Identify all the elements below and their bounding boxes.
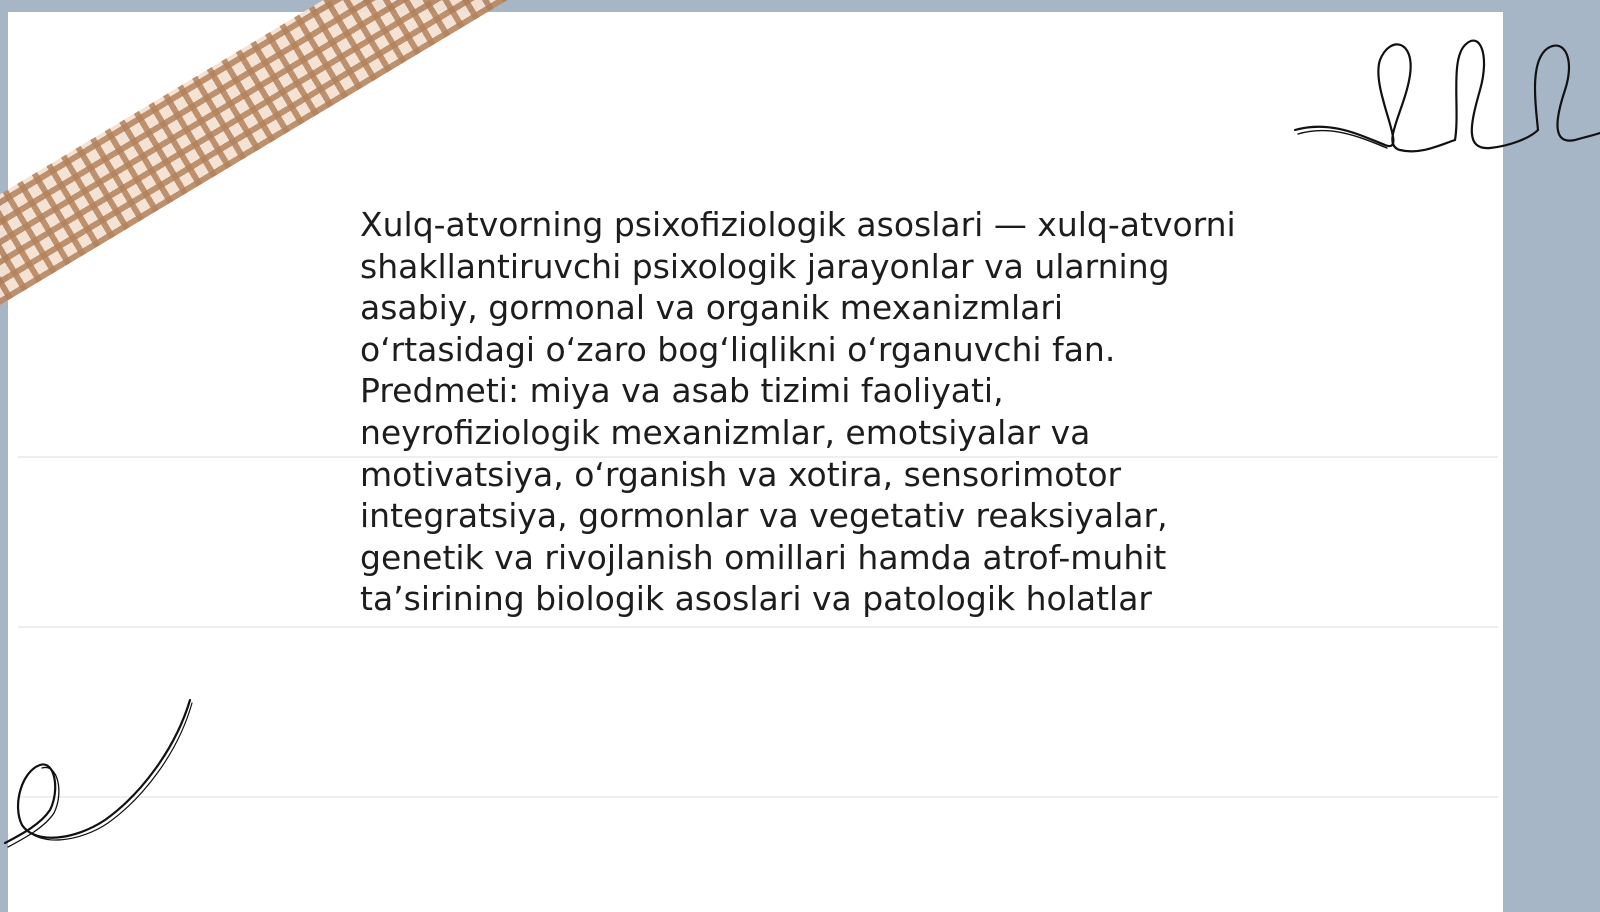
body-text: Xulq-atvorning psixofiziologik asoslari — xulq-atvorni shakllantiruvchi psixologik jarayonlar va ularning asabiy, gormonal va organik mexanizmlari oʻrtasidagi oʻzaro bogʻliqlikni oʻrganuvchi fan. Predmeti: miya va asab tizimi faoliyati, neyrofiziologik mexanizmlar, emotsiyalar va motivatsiya, oʻrganish va xotira, sensorimotor integratsiya, gormonlar va vegetativ reaksiyalar, genetik va rivojlanish omillari hamda atrof-muhit taʼsirining biologik asoslari va patologik holatlar — [360, 205, 1236, 619]
loop-scribble-icon — [1290, 30, 1600, 165]
swirl-scribble-icon — [0, 695, 200, 855]
ruled-line — [18, 796, 1498, 798]
ruled-line — [18, 626, 1498, 628]
